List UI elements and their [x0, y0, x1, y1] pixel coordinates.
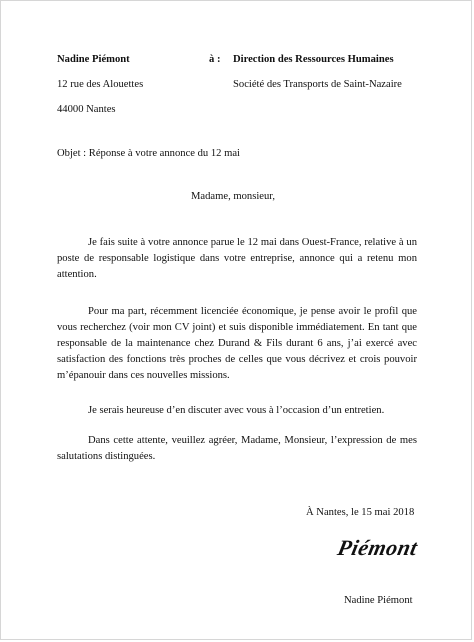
body-paragraph-4: Dans cette attente, veuillez agréer, Madame, Monsieur, l’expression de mes salutations distinguées.	[57, 435, 417, 462]
signer-name: Nadine Piémont	[344, 595, 413, 606]
sender-street: 12 rue des Alouettes	[57, 79, 144, 90]
sender-city: 44000 Nantes	[57, 104, 116, 115]
letter-salutation: Madame, monsieur,	[191, 191, 276, 202]
handwritten-signature: Piémont	[335, 535, 421, 560]
body-paragraph-1: Je fais suite à votre annonce parue le 12 mai dans Ouest-France, relative à un poste de responsable logistique dans votre entreprise, annonce qui a retenu mon attention.	[57, 237, 417, 280]
place-and-date: À Nantes, le 15 mai 2018	[306, 507, 415, 518]
recipient-company: Société des Transports de Saint-Nazaire	[233, 79, 402, 90]
recipient-prefix: à :	[209, 54, 221, 65]
sender-name: Nadine Piémont	[57, 54, 130, 65]
recipient-department: Direction des Ressources Humaines	[233, 54, 394, 65]
body-paragraph-2: Pour ma part, récemment licenciée économique, je pense avoir le profil que vous recherchez (voir mon CV joint) et suis disponible immédiatement. En tant que responsable de la maintenance chez Durand & Fils durant 6 ans, j’ai exercé avec satisfaction des fonctions très proches de celles que vous décrivez et crois pouvoir m’épanouir dans ces nouvelles missions.	[57, 306, 417, 381]
letter-subject: Objet : Réponse à votre annonce du 12 mai	[57, 148, 240, 159]
body-paragraph-3: Je serais heureuse d’en discuter avec vous à l’occasion d’un entretien.	[88, 405, 385, 416]
